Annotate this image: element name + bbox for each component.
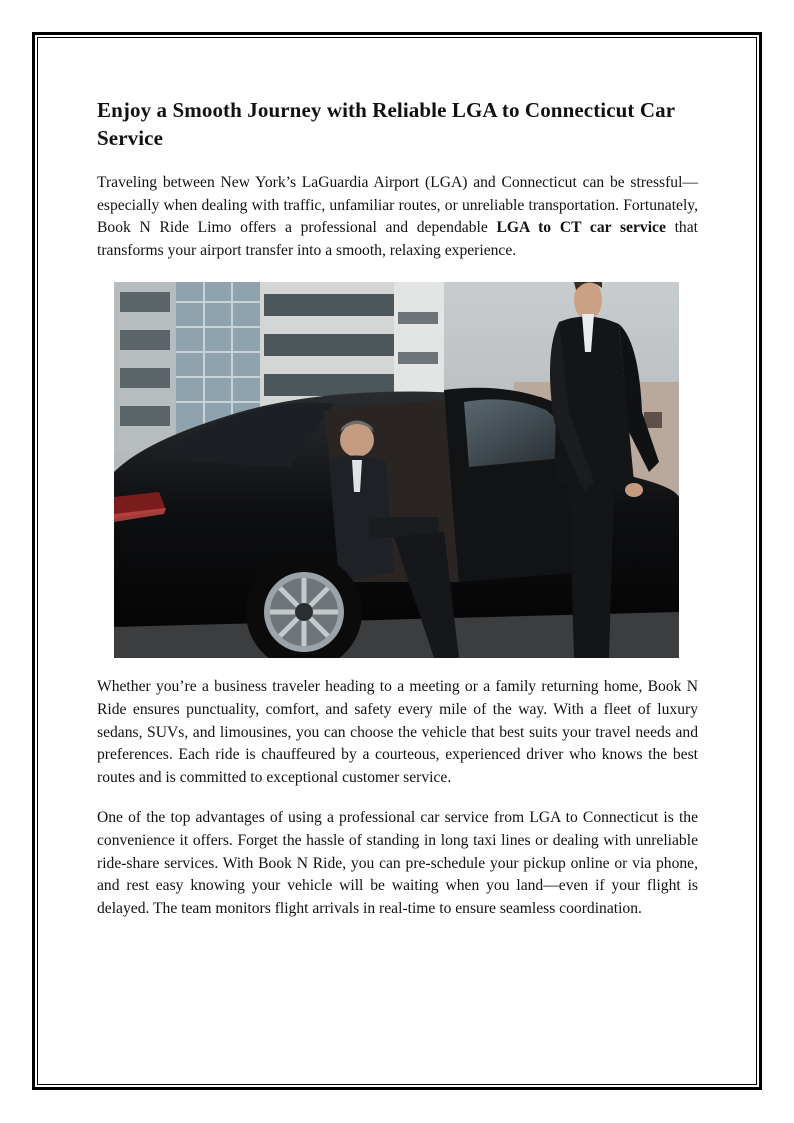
intro-text-end: that transforms your airport transfer into a smooth, relaxing experience. (97, 219, 698, 259)
intro-keyword: LGA to CT car service (496, 219, 666, 237)
intro-paragraph (97, 172, 698, 262)
convenience-paragraph: One of the top advantages of using a professional car service from LGA to Connecticut is the convenience it offers. Forget the hassle of standing in long taxi lines or dealing with unreliable ride-share services. With Book N Ride, you can pre-schedule your pickup online or via phone, and rest easy knowing your vehicle will be waiting when you land—even if your flight is delayed. The team monitors flight arrivals in real-time to ensure seamless coordination. (97, 809, 698, 917)
article (97, 96, 698, 920)
intro-text-start: Traveling between New York’s LaGuardia Airport (LGA) and Connecticut can be stressful—especially when dealing with traffic, unfamiliar routes, or unreliable transportation. Fortunately, Book N Ride Limo offers a professional and dependable (97, 174, 698, 237)
article-title: Enjoy a Smooth Journey with Reliable LGA to Connecticut Car Service (97, 98, 675, 150)
chauffeur-sedan-photo (114, 282, 679, 658)
benefits-paragraph: Whether you’re a business traveler heading to a meeting or a family returning home, Book N Ride ensures punctuality, comfort, and safety every mile of the way. With a fleet of luxury sedans, SUVs, and limousines, you can choose the vehicle that best suits your travel needs and preferences. Each ride is chauffeured by a courteous, experienced driver who knows the best routes and is committed to exceptional customer service. (97, 678, 698, 786)
